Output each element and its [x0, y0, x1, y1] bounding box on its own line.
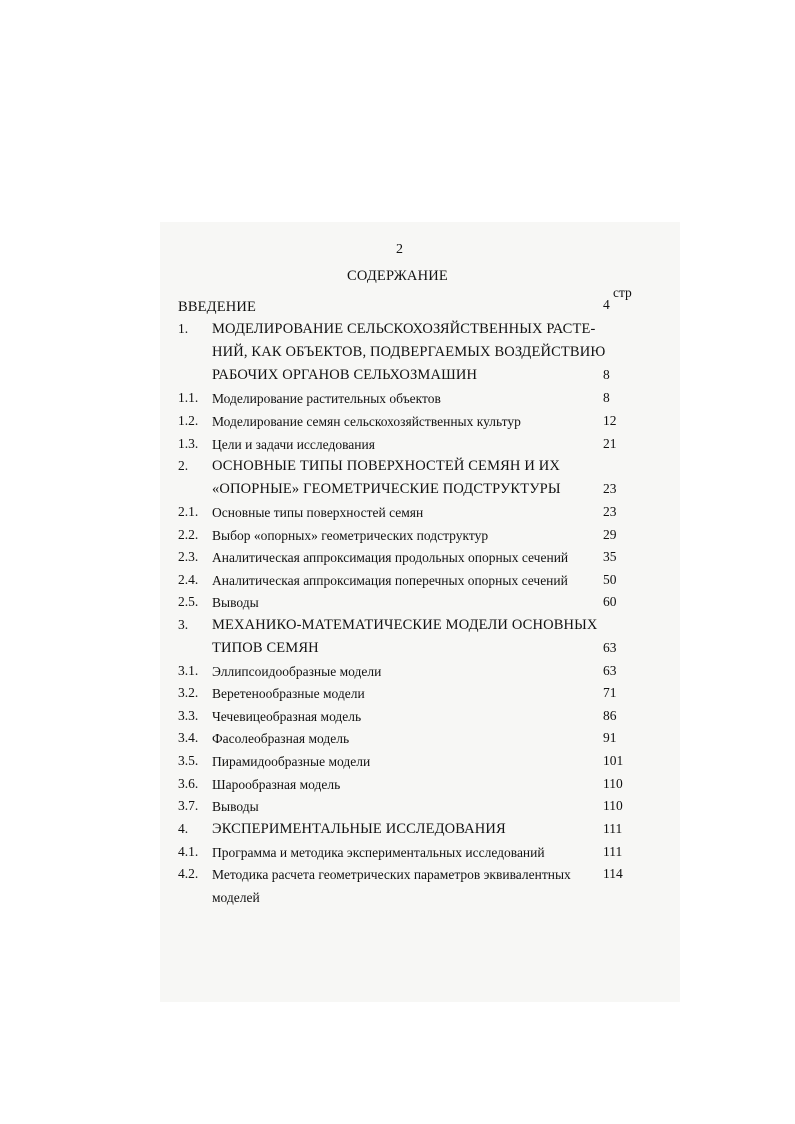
toc-entry-number: 4.1. [178, 844, 199, 859]
toc-entry-number: 1.2. [178, 413, 199, 428]
toc-entry-text: Выбор «опорных» геометрических подструктур [212, 528, 489, 543]
toc-entry-text: ВВЕДЕНИЕ [178, 299, 256, 315]
toc-entry-page: 12 [603, 413, 617, 428]
toc-entry-number: 3.4. [178, 730, 199, 745]
toc-entry-text: Цели и задачи исследования [212, 437, 375, 452]
toc-entry-page: 60 [603, 594, 617, 609]
toc-entry-page: 114 [603, 866, 623, 881]
toc-entry-text-line: «ОПОРНЫЕ» ГЕОМЕТРИЧЕСКИЕ ПОДСТРУКТУРЫ [212, 481, 561, 497]
toc-entry-number: 2.5. [178, 594, 199, 609]
toc-entry-number: 3. [178, 617, 189, 632]
toc-entry-text: Фасолеобразная модель [212, 731, 350, 746]
toc-entry-text: Чечевицеобразная модель [212, 709, 362, 724]
toc-entry-text-line: моделей [212, 890, 260, 905]
toc-entry-page: 8 [603, 390, 610, 405]
toc-entry-number: 3.7. [178, 798, 199, 813]
toc-entry-text: Выводы [212, 595, 259, 610]
toc-entry-text: Основные типы поверхностей семян [212, 505, 424, 520]
toc-entry-text: ЭКСПЕРИМЕНТАЛЬНЫЕ ИССЛЕДОВАНИЯ [212, 821, 506, 837]
toc-entry-number: 3.5. [178, 753, 199, 768]
toc-entry-page: 101 [603, 753, 624, 768]
toc-entry-page: 111 [603, 821, 623, 836]
toc-entry-number: 1.1. [178, 390, 199, 405]
toc-entry-number: 4. [178, 821, 189, 836]
toc-entry-number: 2.1. [178, 504, 199, 519]
page-column-label: стр [613, 285, 632, 300]
toc-title: СОДЕРЖАНИЕ [347, 268, 448, 284]
toc-entry-page: 86 [603, 708, 617, 723]
toc-entry-page: 21 [603, 436, 617, 451]
toc-entry-text: Аналитическая аппроксимация продольных опорных сечений [212, 550, 569, 565]
toc-entry-number: 1. [178, 321, 189, 336]
toc-entry-page: 29 [603, 527, 617, 542]
toc-entry-text: Моделирование растительных объектов [212, 391, 441, 406]
toc-entry-number: 1.3. [178, 436, 199, 451]
toc-entry-text-line: Методика расчета геометрических параметров эквивалентных [212, 867, 571, 882]
toc-entry-text: Пирамидообразные модели [212, 754, 371, 769]
toc-entry-page: 110 [603, 776, 623, 791]
toc-entry-page: 23 [603, 481, 617, 496]
toc-entry-number: 2. [178, 458, 189, 473]
toc-entry-text-line: НИЙ, КАК ОБЪЕКТОВ, ПОДВЕРГАЕМЫХ ВОЗДЕЙСТВИЮ [212, 344, 606, 360]
toc-entry-text: Программа и методика экспериментальных исследований [212, 845, 545, 860]
page-number: 2 [396, 242, 403, 257]
toc-entry-number: 2.2. [178, 527, 199, 542]
toc-entry-page: 91 [603, 730, 617, 745]
toc-entry-page: 111 [603, 844, 623, 859]
toc-entry-page: 110 [603, 798, 623, 813]
toc-entry-number: 3.3. [178, 708, 199, 723]
toc-entry-text: Эллипсоидообразные модели [212, 664, 382, 679]
toc-entry-number: 3.1. [178, 663, 199, 678]
toc-entry-text-line: ТИПОВ СЕМЯН [212, 640, 319, 656]
toc-entry-page: 35 [603, 549, 617, 564]
toc-entry-number: 4.2. [178, 866, 199, 881]
toc-entry-text-line: РАБОЧИХ ОРГАНОВ СЕЛЬХОЗМАШИН [212, 367, 478, 383]
toc-entry-text-line: МЕХАНИКО-МАТЕМАТИЧЕСКИЕ МОДЕЛИ ОСНОВНЫХ [212, 617, 598, 633]
toc-entry-page: 8 [603, 367, 610, 382]
toc-entry-page: 50 [603, 572, 617, 587]
toc-entry-text-line: МОДЕЛИРОВАНИЕ СЕЛЬСКОХОЗЯЙСТВЕННЫХ РАСТЕ- [212, 321, 596, 337]
toc-entry-text: Аналитическая аппроксимация поперечных опорных сечений [212, 573, 568, 588]
toc-entry-text: Шарообразная модель [212, 777, 341, 792]
toc-entry-number: 2.3. [178, 549, 199, 564]
toc-entry-number: 3.6. [178, 776, 199, 791]
toc-entry-text-line: ОСНОВНЫЕ ТИПЫ ПОВЕРХНОСТЕЙ СЕМЯН И ИХ [212, 458, 560, 474]
toc-entry-number: 2.4. [178, 572, 199, 587]
toc-entry-text: Моделирование семян сельскохозяйственных культур [212, 414, 521, 429]
toc-entry-page: 63 [603, 640, 617, 655]
toc-entry-page: 23 [603, 504, 617, 519]
toc-entry-text: Выводы [212, 799, 259, 814]
toc-entry-text: Веретенообразные модели [212, 686, 365, 701]
toc-entry-page: 63 [603, 663, 617, 678]
toc-entry-page: 4 [603, 297, 610, 312]
toc-entry-number: 3.2. [178, 685, 199, 700]
toc-entry-page: 71 [603, 685, 617, 700]
